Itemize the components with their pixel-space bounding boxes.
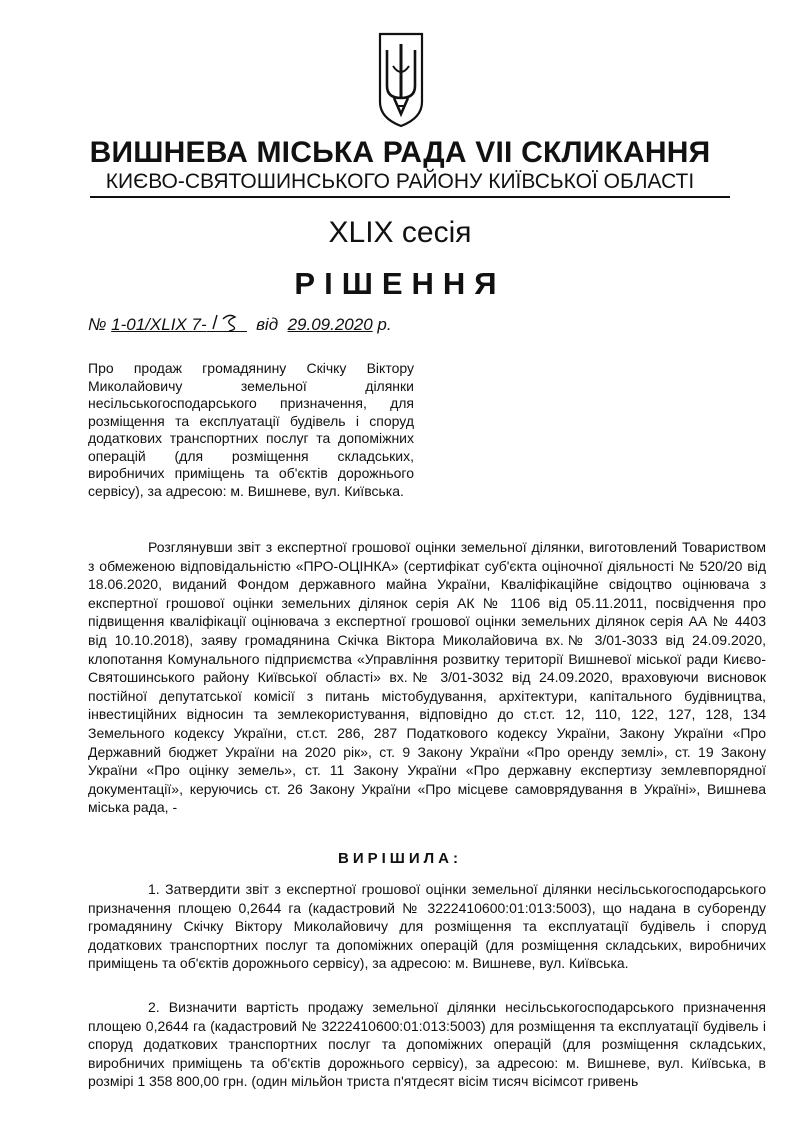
decision-subject: Про продаж громадянину Скічку Віктору Миколайовичу земельної ділянки несільськогосподарського призначення, для розміщення та експлуатації будівель і споруд додаткових транспортних послуг та допоміжних операцій (для розміщення складських, виробничих приміщень та об'єктів дорожнього сервісу), за адресою: м. Вишневе, вул. Київська.: [88, 360, 414, 499]
header-divider: [90, 196, 730, 198]
trident-emblem-icon: [376, 32, 426, 128]
decision-number: 1-01/XLIX 7-: [111, 315, 207, 334]
date-prefix: від: [256, 315, 279, 334]
council-name: ВИШНЕВА МІСЬКА РАДА VII СКЛИКАННЯ: [89, 136, 711, 169]
document-type: РІШЕННЯ: [294, 266, 506, 301]
resolution-item-1: 1. Затвердити звіт з експертної грошової оцінки земельної ділянки несільськогосподарського призначення площею 0,2644 га (кадастровий № 3222410600:01:013:5003), що надана в суборенду громадянину Скічку Віктору Миколайовичу для розміщення та експлуатації будівель і споруд додаткових транспортних послуг та допоміжних операцій (для розміщення складських, виробничих приміщень та об'єктів дорожнього сервісу), за адресою: м. Вишневе, вул. Київська.: [88, 881, 766, 972]
preamble-paragraph: Розглянувши звіт з експертної грошової оцінки земельної ділянки, виготовлений Товариством з обмеженою відповідальністю «ПРО-ОЦІНКА» (сертифікат суб'єкта оціночної діяльності № 520/20 від 18.06.2020, виданий Фондом державного майна України, Кваліфікаційне свідоцтво оцінювача з експертної грошової оцінки земельних ділянок серія АК № 1106 від 05.11.2011, посвідчення про підвищення кваліфікації оцінювача з експертної грошової оцінки земельних ділянок серія АА № 4403 від 10.10.2018), заяву громадянина Скічка Віктора Миколайовича вх.№ 3/01-3033 від 24.09.2020, клопотання Комунального підприємства «Управління розвитку території Вишневої міської ради Києво-Святошинського району Київської області» вх.№ 3/01-3032 від 24.09.2020, враховуючи висновок постійної депутатської комісії з питань містобудування, архітектури, капітального будівництва, інвестиційних відносин та землекористування, відповідно до ст.ст. 12, 110, 122, 127, 128, 134 Земельного кодексу України, ст.ст. 286, 287 Податкового кодексу України, Закону України «Про Державний бюджет України на 2020 рік», ст. 9 Закону України «Про оренду землі», ст. 19 Закону України «Про оцінку земель», ст. 11 Закону України «Про державну експертизу землевпорядної документації», керуючись ст. 26 Закону України «Про місцеве самоврядування в Україні», Вишнева міська рада, -: [88, 539, 766, 816]
district-name: КИЄВО-СВЯТОШИНСЬКОГО РАЙОНУ КИЇВСЬКОЇ ОБЛАСТІ: [105, 170, 695, 193]
session-title: XLIX сесія: [328, 216, 472, 249]
handwritten-number: [207, 317, 247, 332]
decision-number-line: [88, 315, 392, 335]
decision-date: 29.09.2020: [287, 315, 373, 334]
year-suffix: р.: [377, 315, 392, 334]
resolution-item-2: 2. Визначити вартість продажу земельної ділянки несільськогосподарського призначення площею 0,2644 га (кадастровий № 3222410600:01:013:5003) для розміщення та експлуатації будівель і споруд додаткових транспортних послуг та допоміжних операцій (для розміщення складських, виробничих приміщень та об'єктів дорожнього сервісу), за адресою: м. Вишневе, вул. Київська, в розмірі 1 358 800,00 грн. (один мільйон триста п'ятдесят вісім тисяч вісімсот гривень: [88, 999, 766, 1090]
number-sign: №: [88, 315, 107, 334]
resolved-heading: ВИРІШИЛА:: [338, 850, 462, 867]
